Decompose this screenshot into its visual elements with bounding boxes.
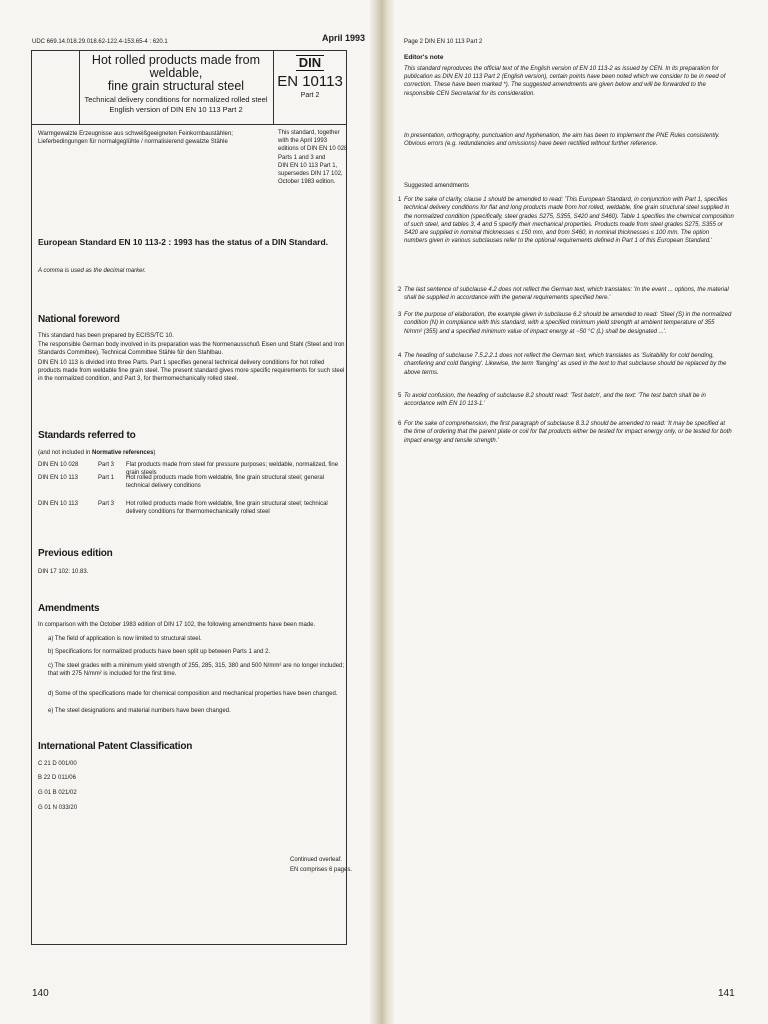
- editors-note-paragraph-2: In presentation, orthography, punctuation and hyphenation, the aim has been to implement the PNE Rules consistently. Obvious errors (e.g. redundancies and omissions) have been rectified without further reference.: [404, 133, 720, 148]
- standard-code: DIN EN 10 028: [38, 462, 79, 468]
- standard-description: Hot rolled products made from weldable, fine grain structural steel; general technical delivery conditions: [126, 475, 325, 489]
- right-page: [386, 0, 768, 1024]
- amendment-item: e) The steel designations and material numbers have been changed.: [48, 708, 231, 714]
- title-line-2: fine grain structural steel: [107, 79, 245, 93]
- right-page-header: Page 2 DIN EN 10 113 Part 2: [404, 39, 483, 45]
- suggested-amendment: [398, 420, 734, 445]
- amendment-number: 1: [398, 197, 402, 203]
- page-number-left: 140: [32, 988, 49, 999]
- supersedes-block: [278, 129, 347, 186]
- supersedes-line: DIN EN 10 113 Part 1,: [278, 162, 338, 169]
- book-gutter: [370, 0, 394, 1024]
- din-logo: DIN: [296, 55, 324, 71]
- continued-overleaf: Continued overleaf.: [290, 857, 343, 863]
- ipc-code: C 21 D 001/00: [38, 761, 77, 767]
- supersedes-line: October 1983 edition.: [278, 179, 336, 186]
- header-divider: [31, 124, 347, 125]
- amendment-text: To avoid confusion, the heading of subclause 8.2 should read: 'Test batch', and the text: 'The test batch shall be in accordance with EN 10 113-1.': [404, 393, 706, 408]
- ipc-code: G 01 N 033/20: [38, 805, 78, 811]
- subtitle-line-2: English version of DIN EN 10 113 Part 2: [109, 105, 243, 114]
- editors-note-heading: Editor's note: [404, 54, 444, 61]
- national-foreword-heading: National foreword: [38, 314, 120, 325]
- amendment-text: For the sake of clarity, clause 1 should be amended to read: 'This European Standard, in conjunction with Part 1, specifies technical delivery conditions for flat and long products made from hot rolled, weldable, fine grain structural steel supplied in the normalized condition (specifically, steel grades S275, S355, S420 and S460). Table 1 specifies the chemical composition of such steel, and tables 3, 4 and 5 specify their mechanical properties. Products made from steel grades S275, S355 or S420 are supplied in nominal thicknesses ≤ 150 mm, and from S460, in nominal thicknesses ≤ 100 mm. The option numbers given in various subclauses refer to the optional requirements defined in Part 1 of this European Standard.': [404, 197, 734, 245]
- standard-part: Part 3: [98, 501, 115, 507]
- suggested-amendment: [398, 311, 734, 336]
- din-status: European Standard EN 10 113-2 : 1993 has the status of a DIN Standard.: [38, 237, 329, 247]
- amendment-text: The last sentence of subclause 4.2 does not reflect the German text, which translates: 'In the event ... options, the material shall be supplied in accordance with the general requirements specified here.': [404, 287, 729, 302]
- title-block: [79, 50, 273, 115]
- suggested-amendment: [398, 286, 734, 303]
- standard-description: Flat products made from steel for pressure purposes; weldable, normalized, fine grain steels: [126, 462, 339, 476]
- din-block: [273, 50, 347, 100]
- standards-sub-prefix: (and not included in: [38, 450, 93, 456]
- german-title-line-2: Lieferbedingungen für normalgeglühte / normalisierend gewalzte Stähle: [38, 139, 228, 145]
- suggested-amendment: [398, 392, 734, 409]
- supersedes-line: This standard, together: [278, 130, 340, 136]
- din-part: Part 2: [300, 92, 320, 99]
- amendment-text: The heading of subclause 7.5.2.2.1 does not reflect the German text, which translates as 'Suitability for cold bending, chamfering and cold flanging'. Likewise, the term 'flanging' as used in the text to that subclause should be replaced by the above terms.: [404, 353, 727, 376]
- amendments-heading: Amendments: [38, 603, 100, 614]
- amendment-item: c) The steel grades with a minimum yield strength of 255, 285, 315, 380 and 500 N/mm² are no longer included; that with 275 N/mm² is included for the first time.: [48, 663, 345, 678]
- standards-sub-suffix: ): [153, 450, 156, 456]
- standards-subheading: [38, 449, 155, 457]
- standard-part: Part 1: [98, 475, 115, 481]
- supersedes-line: editions of DIN EN 10 028: [278, 146, 348, 153]
- decimal-marker-note: A comma is used as the decimal marker.: [38, 268, 146, 274]
- udc-number: UDC 669.14.018.29.018.62-122.4-153.65-4 : 620.1: [32, 39, 168, 45]
- edition-date: April 1993: [322, 33, 366, 43]
- standard-code: DIN EN 10 113: [38, 501, 78, 507]
- supersedes-line: with the April 1993: [278, 138, 328, 145]
- page-number-right: 141: [718, 988, 735, 999]
- amendment-item: b) Specifications for normalized products have been split up between Parts 1 and 2.: [48, 649, 271, 655]
- title-line-1: Hot rolled products made from weldable,: [91, 53, 261, 80]
- standards-sub-bold: Normative references: [92, 450, 154, 456]
- previous-edition-heading: Previous edition: [38, 548, 113, 559]
- amendment-item: a) The field of application is now limited to structural steel.: [48, 636, 202, 642]
- amendment-number: 3: [398, 312, 402, 318]
- ipc-code: G 01 B 021/02: [38, 790, 77, 796]
- previous-edition-text: DIN 17 102: 10.83.: [38, 569, 89, 575]
- din-number: EN 10113: [277, 73, 343, 90]
- foreword-paragraph-1: This standard has been prepared by ECISS/TC 10.: [38, 333, 174, 339]
- ipc-heading: International Patent Classification: [38, 741, 193, 752]
- amendment-number: 6: [398, 421, 402, 427]
- suggested-amendments-heading: Suggested amendments: [404, 183, 470, 189]
- page-count: EN comprises 6 pages.: [290, 867, 353, 873]
- german-title-line-1: Warmgewalzte Erzeugnisse aus schweißgeeigneten Feinkornbaustählen;: [38, 131, 233, 137]
- standard-code: DIN EN 10 113: [38, 475, 78, 481]
- standard-part: Part 3: [98, 462, 115, 468]
- subtitle-line-1: Technical delivery conditions for normalized rolled steel: [84, 95, 268, 104]
- amendment-text: For the sake of comprehension, the first paragraph of subclause 8.3.2 should be amended to read: 'It may be specified at the time of ordering that the parent plate or coil for flat products either be tested for impact energy only, or be tested for both impact energy and tensile strength.': [404, 421, 732, 444]
- amendment-item: d) Some of the specifications made for chemical composition and mechanical properties have been changed.: [48, 691, 338, 697]
- amendment-number: 4: [398, 353, 402, 359]
- editors-note-paragraph-1: This standard reproduces the official text of the English version of EN 10 113-2 as issued by CEN. In its preparation for publication as DIN EN 10 113 Part 2 (English version), certain points have been noted which we consider to be in need of correction. These have been marked *). The suggested amendments are given below and will be forwarded to the responsible CEN Secretariat for its consideration.: [404, 66, 726, 97]
- supersedes-line: supersedes DIN 17 102,: [278, 171, 343, 178]
- foreword-paragraph-2: The responsible German body involved in its preparation was the Normenausschuß Eisen und Stahl (Steel and Iron Standards Committee), Technical Committee Stähle für den Stahlbau.: [38, 342, 345, 357]
- amendment-text: For the purpose of elaboration, the example given in subclause 6.2 should be amended to read: 'Steel (S) in the normalized condition (N) in compliance with this standard, with a specified minimum yield strength at ambient temperature of 355 N/mm² (355) and a specified minimum value of impact energy at −50 °C (L) shall be designated ...'.: [404, 312, 732, 335]
- suggested-amendment: [398, 352, 734, 377]
- standard-description: Hot rolled products made from weldable, fine grain structural steel; technical delivery conditions for thermomechanically rolled steel: [126, 501, 328, 515]
- ipc-code: B 22 D 011/06: [38, 775, 76, 781]
- standards-referred-heading: Standards referred to: [38, 430, 136, 441]
- suggested-amendment: [398, 196, 734, 246]
- foreword-paragraph-3: DIN EN 10 113 is divided into three Parts. Part 1 specifies general technical delivery conditions for hot rolled products made from weldable fine grain steel. The present standard gives more specific requirements for such steel in the normalized condition, and Part 3, for thermomechanically rolled steel.: [38, 360, 345, 383]
- amendment-number: 2: [398, 287, 402, 293]
- supersedes-line: Parts 1 and 3 and: [278, 154, 326, 161]
- amendments-intro: In comparison with the October 1983 edition of DIN 17 102, the following amendments have been made.: [38, 622, 316, 628]
- amendment-number: 5: [398, 393, 402, 399]
